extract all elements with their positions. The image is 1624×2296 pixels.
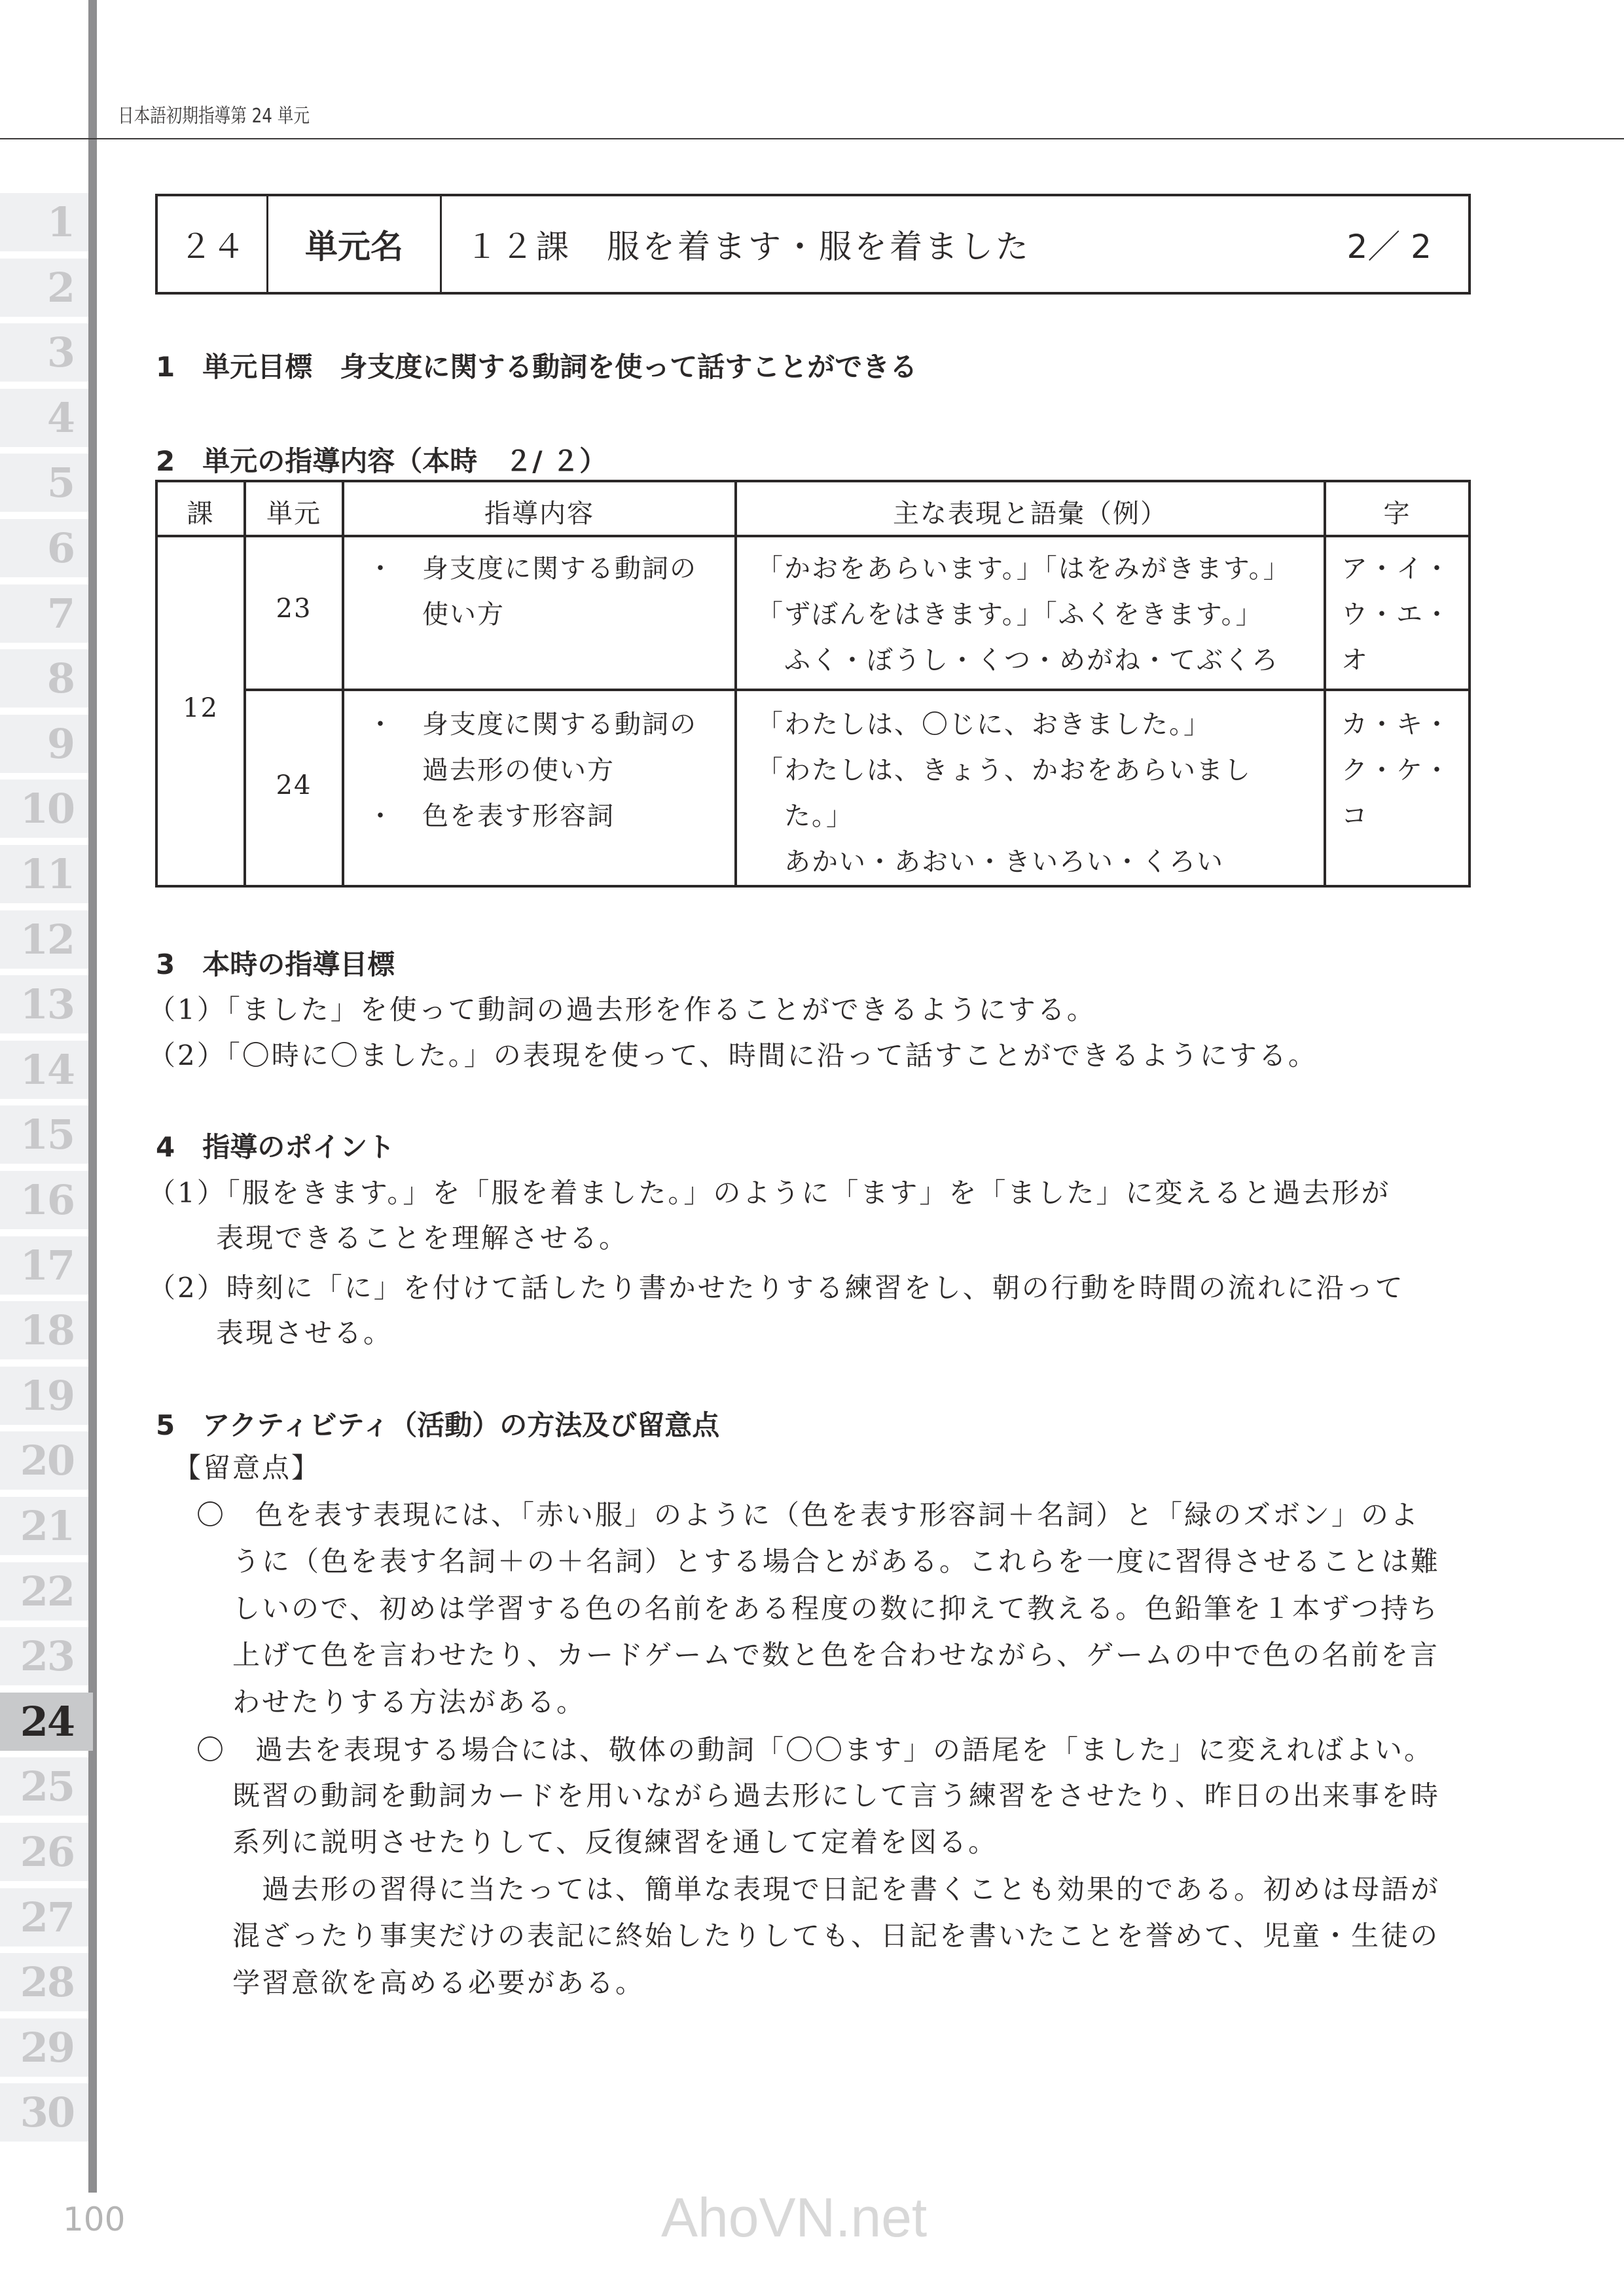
chapter-tab-8[interactable]: 8 xyxy=(0,649,88,708)
chapter-tab-16[interactable]: 16 xyxy=(0,1171,88,1229)
unit-name: １２課 服を着ます・服を着ました xyxy=(465,228,1031,266)
session-fraction: 2／ 2 xyxy=(1346,228,1432,266)
row2-characters-line: ク・ケ・ xyxy=(1341,755,1451,785)
unit-label: 単元名 xyxy=(305,228,403,266)
chapter-tab-1[interactable]: 1 xyxy=(0,193,88,251)
row1-content-line: 使い方 xyxy=(367,600,505,630)
chapter-tab-7[interactable]: 7 xyxy=(0,584,88,643)
section4-heading: 4 指導のポイント xyxy=(156,1131,395,1163)
lesson-number: 12 xyxy=(183,693,219,723)
row2-characters-line: コ xyxy=(1341,801,1369,831)
title-divider xyxy=(440,196,442,292)
point-item: （1）「服をきます。」を「服を着ました。」のように「ます」を「ました」に変えると過去形が xyxy=(148,1177,1391,1209)
note-paragraph-line: 上げて色を言わせたり、カードゲームで数と色を合わせながら、ゲームの中で色の名前を言 xyxy=(232,1639,1440,1671)
table-col-line xyxy=(1324,482,1326,885)
chapter-tab-11[interactable]: 11 xyxy=(0,845,88,903)
chapter-tab-23[interactable]: 23 xyxy=(0,1627,88,1685)
objective-item: （2）「〇時に〇ました。」の表現を使って、時間に沿って話すことができるようにする。 xyxy=(148,1039,1318,1071)
note-paragraph-line: わせたりする方法がある。 xyxy=(232,1686,586,1718)
chapter-tab-17[interactable]: 17 xyxy=(0,1236,88,1295)
table-col-line xyxy=(734,482,737,885)
note-paragraph-line: しいので、初めは学習する色の名前をある程度の数に抑えて教える。色鉛筆を１本ずつ持ち xyxy=(232,1592,1440,1624)
row2-expression-line: 「わたしは、〇じに、おきました。」 xyxy=(757,709,1211,740)
chapter-tab-30[interactable]: 30 xyxy=(0,2083,88,2142)
chapter-tab-13[interactable]: 13 xyxy=(0,975,88,1033)
chapter-tab-19[interactable]: 19 xyxy=(0,1367,88,1425)
point-item-continued: 表現させる。 xyxy=(216,1317,393,1349)
section5-heading: 5 アクティビティ（活動）の方法及び留意点 xyxy=(156,1409,720,1441)
page-number: 100 xyxy=(63,2200,126,2238)
chapter-tab-12[interactable]: 12 xyxy=(0,910,88,969)
point-item-continued: 表現できることを理解させる。 xyxy=(216,1222,629,1254)
note-paragraph-line: 〇 色を表す表現には、「赤い服」のように（色を表す形容詞＋名詞）と「緑のズボン」のよ xyxy=(196,1499,1420,1531)
chapter-tab-10[interactable]: 10 xyxy=(0,780,88,838)
col-header-unit: 単元 xyxy=(266,499,321,529)
unit-content-table xyxy=(155,480,1471,888)
row2-expression-line: 「わたしは、きょう、かおをあらいまし xyxy=(757,755,1252,785)
chapter-tab-21[interactable]: 21 xyxy=(0,1497,88,1555)
table-col-line xyxy=(244,482,246,885)
chapter-tab-26[interactable]: 26 xyxy=(0,1823,88,1881)
row1-expression-line: ふく・ぼうし・くつ・めがね・てぶくろ xyxy=(757,645,1279,675)
col-header-characters: 字 xyxy=(1383,499,1411,529)
row2-unit: 24 xyxy=(276,770,312,800)
chapter-tab-18[interactable]: 18 xyxy=(0,1301,88,1359)
section3-heading: 3 本時の指導目標 xyxy=(156,948,395,980)
chapter-tab-5[interactable]: 5 xyxy=(0,454,88,512)
table-header-rule xyxy=(158,535,1468,537)
table-col-line xyxy=(342,482,344,885)
section2-heading: 2 単元の指導内容（本時 ２/ ２） xyxy=(156,445,607,477)
chapter-tab-14[interactable]: 14 xyxy=(0,1041,88,1099)
note-paragraph-line: 既習の動詞を動詞カードを用いながら過去形にして言う練習をさせたり、昨日の出来事を時 xyxy=(232,1780,1441,1812)
note-paragraph-line: 混ざったり事実だけの表記に終始したりしても、日記を書いたことを誉めて、児童・生徒の xyxy=(232,1920,1440,1952)
notes-subheading: 【留意点】 xyxy=(173,1452,321,1484)
chapter-tab-22[interactable]: 22 xyxy=(0,1562,88,1621)
row1-content-line: ・ 身支度に関する動詞の xyxy=(367,554,697,584)
row2-content-line: 過去形の使い方 xyxy=(367,755,615,785)
chapter-tab-6[interactable]: 6 xyxy=(0,519,88,577)
chapter-tab-29[interactable]: 29 xyxy=(0,2018,88,2077)
note-paragraph-line: 系列に説明させたりして、反復練習を通して定着を図る。 xyxy=(232,1826,998,1858)
row1-characters-line: ア・イ・ xyxy=(1341,554,1451,584)
row2-expression-line: た。」 xyxy=(757,801,854,831)
chapter-tab-4[interactable]: 4 xyxy=(0,389,88,447)
row2-expression-line: あかい・あおい・きいろい・くろい xyxy=(757,847,1224,877)
row1-expression-line: 「かおをあらいます。」「はをみがきます。」 xyxy=(757,554,1291,584)
row1-characters-line: ウ・エ・ xyxy=(1341,600,1451,630)
chapter-tab-27[interactable]: 27 xyxy=(0,1888,88,1946)
chapter-tab-15[interactable]: 15 xyxy=(0,1105,88,1164)
col-header-content: 指導内容 xyxy=(484,499,594,529)
row2-content-line: ・ 色を表す形容詞 xyxy=(367,801,615,831)
chapter-tab-9[interactable]: 9 xyxy=(0,715,88,773)
note-paragraph-line: うに（色を表す名詞＋の＋名詞）とする場合とがある。これらを一度に習得させることは難 xyxy=(232,1545,1441,1577)
row2-content-line: ・ 身支度に関する動詞の xyxy=(367,709,697,740)
col-header-lesson: 課 xyxy=(187,499,215,529)
chapter-tab-28[interactable]: 28 xyxy=(0,1953,88,2011)
note-paragraph-line: 学習意欲を高める必要がある。 xyxy=(232,1967,645,1999)
row1-characters-line: オ xyxy=(1341,645,1369,675)
chapter-tab-25[interactable]: 25 xyxy=(0,1757,88,1816)
point-item: （2）時刻に「に」を付けて話したり書かせたりする練習をし、朝の行動を時間の流れに沿って xyxy=(148,1272,1405,1304)
unit-title-box xyxy=(155,194,1471,295)
row1-expression-line: 「ずぼんをはきます。」「ふくをきます。」 xyxy=(757,600,1263,630)
row2-characters-line: カ・キ・ xyxy=(1341,709,1451,740)
chapter-tab-20[interactable]: 20 xyxy=(0,1431,88,1490)
unit-number: ２４ xyxy=(179,228,245,266)
section1-heading: 1 単元目標 身支度に関する動詞を使って話すことができる xyxy=(156,351,918,383)
objective-item: （1）「ました」を使って動詞の過去形を作ることができるようにする。 xyxy=(148,994,1096,1026)
chapter-tab-2[interactable]: 2 xyxy=(0,259,88,317)
chapter-tab-24[interactable]: 24 xyxy=(0,1693,93,1751)
chapter-tab-3[interactable]: 3 xyxy=(0,323,88,382)
col-header-expressions: 主な表現と語彙（例） xyxy=(893,499,1168,529)
running-head: 日本語初期指導第 24 単元 xyxy=(118,105,310,128)
note-paragraph-line: 〇 過去を表現する場合には、敬体の動詞「〇〇ます」の語尾を「ました」に変えればよい。 xyxy=(196,1734,1434,1766)
watermark: AhoVN.net xyxy=(661,2187,928,2248)
header-rule xyxy=(0,138,1624,139)
note-paragraph-line: 過去形の習得に当たっては、簡単な表現で日記を書くことも効果的である。初めは母語が xyxy=(232,1873,1441,1905)
table-row-rule xyxy=(244,689,1468,691)
index-spine xyxy=(88,0,97,2193)
row1-unit: 23 xyxy=(276,594,312,624)
